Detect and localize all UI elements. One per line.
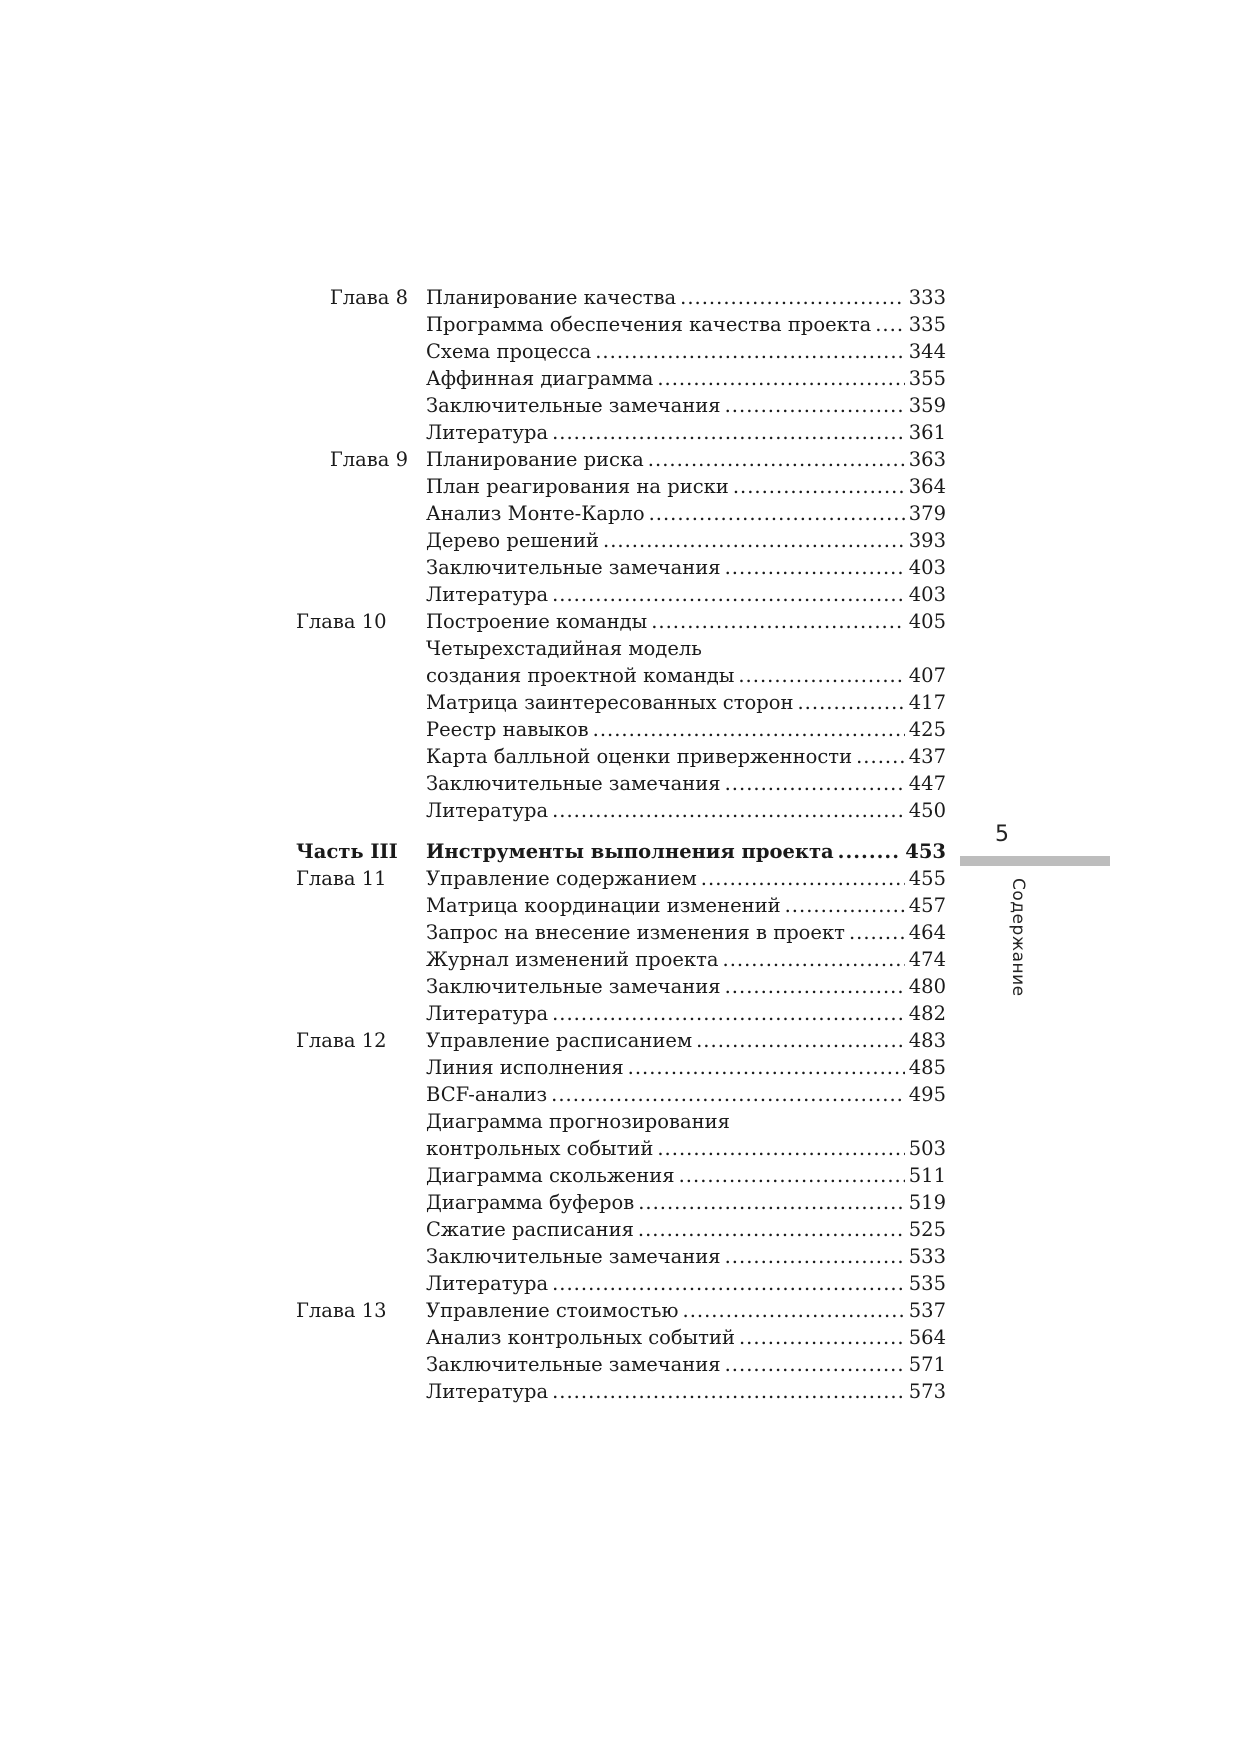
toc-leader-dots (696, 1027, 905, 1054)
toc-row (296, 973, 946, 1000)
toc-page-number: 573 (908, 1380, 946, 1403)
toc-row (296, 392, 946, 419)
toc-row (296, 1189, 946, 1216)
toc-entry-title: Схема процесса (426, 340, 592, 363)
toc-part-row (296, 838, 946, 865)
toc-leader-dots (638, 1216, 905, 1243)
toc-page-number: 495 (908, 1083, 946, 1106)
toc-page-number: 564 (908, 1326, 946, 1349)
toc-entry-title: создания проектной команды (426, 664, 735, 687)
toc-page-number: 437 (908, 745, 946, 768)
toc-row (296, 1108, 946, 1135)
table-of-contents (296, 284, 946, 1405)
toc-page-number: 457 (908, 894, 946, 917)
toc-row (296, 662, 946, 689)
toc-leader-dots (856, 743, 905, 770)
toc-leader-dots (552, 1378, 905, 1405)
toc-row (296, 608, 946, 635)
toc-page-number: 407 (908, 664, 946, 687)
toc-row (296, 1243, 946, 1270)
toc-chapter-label: Глава 12 (296, 1029, 387, 1052)
toc-page-number: 359 (908, 394, 946, 417)
sidebar-bar (960, 856, 1110, 866)
toc-row (296, 311, 946, 338)
toc-leader-dots (657, 1135, 904, 1162)
toc-row (296, 1378, 946, 1405)
toc-leader-dots (593, 716, 905, 743)
toc-leader-dots (648, 446, 905, 473)
toc-leader-dots (725, 554, 905, 581)
toc-entry-title: Анализ Монте-Карло (426, 502, 645, 525)
toc-page-number: 537 (908, 1299, 946, 1322)
toc-entry-title: Анализ контрольных событий (426, 1326, 735, 1349)
toc-entry-title: Заключительные замечания (426, 394, 721, 417)
toc-leader-dots (725, 973, 905, 1000)
toc-page-number: 519 (908, 1191, 946, 1214)
toc-entry-title: Матрица заинтересованных сторон (426, 691, 794, 714)
toc-row (296, 581, 946, 608)
page-number: 5 (995, 822, 1009, 847)
toc-page-number: 533 (908, 1245, 946, 1268)
toc-leader-dots (551, 1081, 905, 1108)
toc-entry-title: Диаграмма буферов (426, 1191, 635, 1214)
toc-page-number: 355 (908, 367, 946, 390)
toc-entry-title: Журнал изменений проекта (426, 948, 719, 971)
toc-leader-dots (649, 500, 905, 527)
toc-entry-title: Заключительные замечания (426, 975, 721, 998)
toc-row (296, 892, 946, 919)
toc-page-number: 379 (908, 502, 946, 525)
toc-page-number: 417 (908, 691, 946, 714)
toc-page-number: 482 (908, 1002, 946, 1025)
toc-entry-title: Управление расписанием (426, 1029, 693, 1052)
toc-row (296, 1027, 946, 1054)
toc-chapter-label: Глава 10 (296, 610, 387, 633)
toc-leader-dots (797, 689, 904, 716)
toc-page-number: 425 (908, 718, 946, 741)
toc-row (296, 865, 946, 892)
toc-leader-dots (552, 419, 905, 446)
toc-entry-title: контрольных событий (426, 1137, 654, 1160)
toc-row (296, 716, 946, 743)
toc-row (296, 1081, 946, 1108)
toc-entry-title: Диаграмма скольжения (426, 1164, 675, 1187)
toc-leader-dots (723, 946, 905, 973)
toc-entry-title: Заключительные замечания (426, 1245, 721, 1268)
toc-leader-dots (552, 581, 905, 608)
toc-entry-title: Планирование качества (426, 286, 677, 309)
toc-page-number: 511 (908, 1164, 946, 1187)
toc-page-number: 405 (908, 610, 946, 633)
toc-row (296, 743, 946, 770)
toc-row (296, 635, 946, 662)
toc-page-number: 485 (908, 1056, 946, 1079)
toc-row (296, 338, 946, 365)
toc-leader-dots (552, 1270, 905, 1297)
toc-page-number: 361 (908, 421, 946, 444)
toc-entry-title: Заключительные замечания (426, 1353, 721, 1376)
toc-entry-title: Карта балльной оценки приверженности (426, 745, 853, 768)
toc-leader-dots (638, 1189, 905, 1216)
toc-entry-title: Инструменты выполнения проекта (426, 840, 834, 863)
toc-entry-title: Матрица координации изменений (426, 894, 781, 917)
toc-page-number: 480 (908, 975, 946, 998)
toc-leader-dots (725, 392, 905, 419)
toc-page-number: 453 (905, 840, 946, 863)
toc-chapter-label: Глава 9 (329, 448, 408, 471)
toc-entry-title: Линия исполнения (426, 1056, 624, 1079)
toc-entry-title: Литература (426, 799, 549, 822)
toc-leader-dots (628, 1054, 905, 1081)
toc-leader-dots (875, 311, 905, 338)
toc-page-number: 474 (908, 948, 946, 971)
toc-row (296, 1054, 946, 1081)
toc-entry-title: Сжатие расписания (426, 1218, 634, 1241)
sidebar-section-label: Содержание (1008, 878, 1028, 997)
toc-row (296, 1297, 946, 1324)
toc-page-number: 455 (908, 867, 946, 890)
toc-leader-dots (739, 1324, 905, 1351)
toc-row (296, 1162, 946, 1189)
toc-page-number: 447 (908, 772, 946, 795)
toc-row (296, 284, 946, 311)
toc-row (296, 1351, 946, 1378)
toc-row (296, 797, 946, 824)
toc-entry-title: Программа обеспечения качества проекта (426, 313, 872, 336)
toc-chapter-label: Часть III (296, 840, 398, 863)
toc-leader-dots (679, 1162, 905, 1189)
toc-entry-title: Заключительные замечания (426, 556, 721, 579)
toc-entry-title: Построение команды (426, 610, 648, 633)
toc-leader-dots (657, 365, 904, 392)
toc-entry-title: Управление стоимостью (426, 1299, 679, 1322)
toc-row (296, 770, 946, 797)
toc-entry-title: Дерево решений (426, 529, 600, 552)
toc-chapter-label: Глава 13 (296, 1299, 387, 1322)
toc-entry-title: Аффинная диаграмма (426, 367, 654, 390)
toc-page-number: 464 (908, 921, 946, 944)
toc-page-number: 344 (908, 340, 946, 363)
toc-page-number: 450 (908, 799, 946, 822)
toc-row (296, 365, 946, 392)
toc-leader-dots (595, 338, 905, 365)
toc-leader-dots (725, 1351, 905, 1378)
toc-leader-dots (701, 865, 905, 892)
toc-chapter-label: Глава 8 (329, 286, 408, 309)
toc-row (296, 419, 946, 446)
toc-page-number: 393 (908, 529, 946, 552)
toc-row (296, 527, 946, 554)
toc-leader-dots (725, 770, 905, 797)
toc-row (296, 1324, 946, 1351)
toc-row (296, 473, 946, 500)
toc-row (296, 1216, 946, 1243)
toc-page-number: 403 (908, 583, 946, 606)
toc-leader-dots (785, 892, 905, 919)
toc-page-number: 335 (908, 313, 946, 336)
toc-leader-dots (603, 527, 905, 554)
toc-entry-title: Управление содержанием (426, 867, 697, 890)
toc-entry-title: Запрос на внесение изменения в проект (426, 921, 845, 944)
toc-entry-title: Четырехстадийная модель (426, 637, 702, 660)
toc-page-number: 525 (908, 1218, 946, 1241)
toc-entry-title: Планирование риска (426, 448, 644, 471)
toc-leader-dots (552, 797, 905, 824)
toc-page-number: 333 (908, 286, 946, 309)
toc-row (296, 446, 946, 473)
toc-row (296, 1270, 946, 1297)
toc-entry-title: Диаграмма прогнозирования (426, 1110, 730, 1133)
toc-entry-title: План реагирования на риски (426, 475, 729, 498)
toc-entry-title: Литература (426, 1002, 549, 1025)
toc-entry-title: Заключительные замечания (426, 772, 721, 795)
toc-page-number: 363 (908, 448, 946, 471)
toc-entry-title: Литература (426, 583, 549, 606)
toc-leader-dots (651, 608, 905, 635)
toc-chapter-label: Глава 11 (296, 867, 387, 890)
toc-leader-dots (738, 662, 904, 689)
toc-row (296, 500, 946, 527)
toc-leader-dots (552, 1000, 905, 1027)
toc-entry-title: Литература (426, 1272, 549, 1295)
toc-row (296, 554, 946, 581)
toc-page-number: 535 (908, 1272, 946, 1295)
toc-row (296, 1135, 946, 1162)
toc-page-number: 571 (908, 1353, 946, 1376)
toc-leader-dots (733, 473, 905, 500)
toc-entry-title: Литература (426, 1380, 549, 1403)
toc-row (296, 1000, 946, 1027)
toc-row (296, 689, 946, 716)
toc-page-number: 364 (908, 475, 946, 498)
toc-leader-dots (725, 1243, 905, 1270)
toc-row (296, 919, 946, 946)
toc-entry-title: BCF-анализ (426, 1083, 548, 1106)
toc-entry-title: Литература (426, 421, 549, 444)
toc-leader-dots (680, 284, 905, 311)
toc-page-number: 503 (908, 1137, 946, 1160)
toc-page-number: 483 (908, 1029, 946, 1052)
toc-leader-dots (849, 919, 905, 946)
toc-entry-title: Реестр навыков (426, 718, 589, 741)
toc-leader-dots (838, 838, 902, 865)
toc-leader-dots (683, 1297, 905, 1324)
toc-row (296, 946, 946, 973)
toc-page-number: 403 (908, 556, 946, 579)
